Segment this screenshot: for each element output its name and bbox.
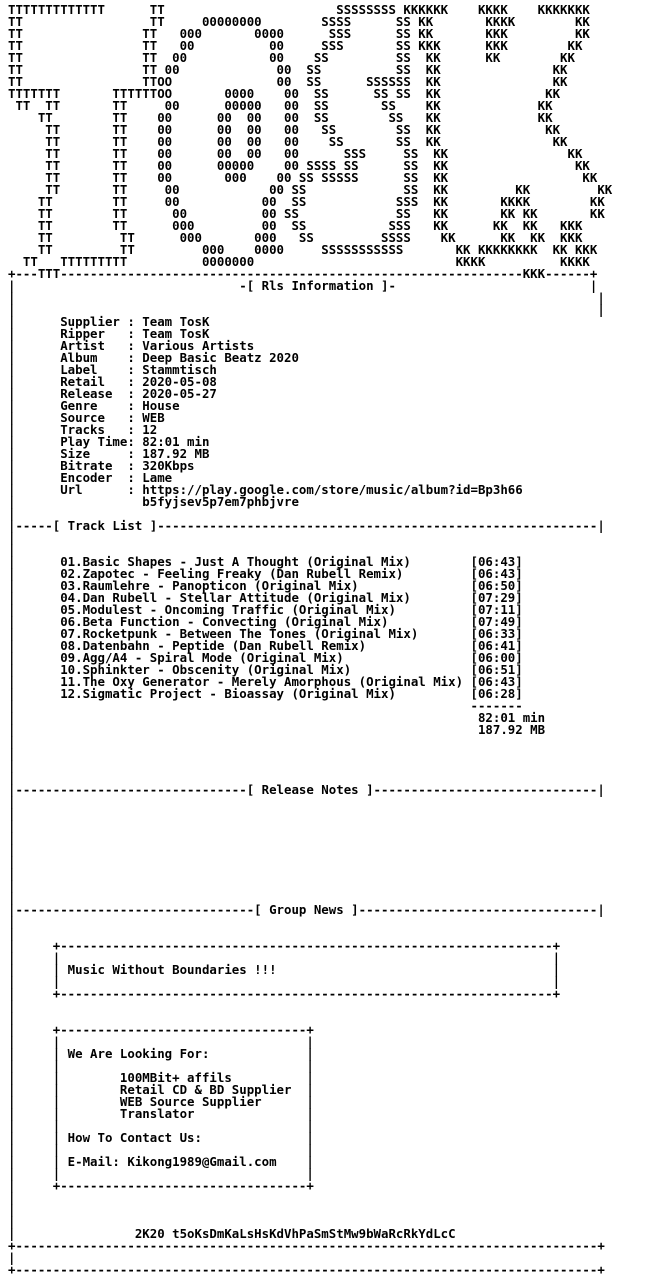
nfo-line: | | | <box>8 1034 314 1049</box>
nfo-line: | 82:01 min <box>8 710 546 725</box>
nfo-line: | 04.Dan Rubell - Stellar Attitude (Original Mix) [07:29] <box>8 590 523 605</box>
nfo-line: | | Music Without Boundaries !!! | <box>8 962 561 977</box>
nfo-line: | | We Are Looking For: | <box>8 1046 314 1061</box>
nfo-line: | 06.Beta Function - Convecting (Original Mix) [07:49] <box>8 614 523 629</box>
nfo-line: | <box>8 998 16 1013</box>
nfo-line: | | | <box>8 1058 314 1073</box>
nfo-line: | | <box>8 302 605 317</box>
nfo-line: TT TT 00 00 00 00 SSS SS KK KK <box>8 146 583 161</box>
nfo-line: TT TT 00 00 00 00 SS SS KK KK <box>8 122 561 137</box>
nfo-line: | Album : Deep Basic Beatz 2020 <box>8 350 299 365</box>
nfo-line: | Tracks : 12 <box>8 422 158 437</box>
nfo-line: | | | <box>8 1118 314 1133</box>
nfo-line: | Release : 2020-05-27 <box>8 386 217 401</box>
nfo-line: | Url : https://play.google.com/store/music/album?id=Bp3h66 <box>8 482 523 497</box>
nfo-line: TT TT 00 00 00 00 SS SS KK KK <box>8 110 553 125</box>
nfo-line: TTTTTTT TTTTTTOO 0000 00 SS SS SS KK KK <box>8 86 561 101</box>
nfo-line: TT TT TT 00 00000 00 SS SS KK KK <box>8 98 553 113</box>
nfo-line: | <box>8 1010 16 1025</box>
nfo-line: | <box>8 1214 16 1229</box>
nfo-line: | Encoder : Lame <box>8 470 173 485</box>
nfo-line: | | Retail CD & BD Supplier | <box>8 1082 314 1097</box>
nfo-line: | Genre : House <box>8 398 180 413</box>
nfo-line: | 187.92 MB <box>8 722 546 737</box>
nfo-line: | | | <box>8 974 561 989</box>
nfo-line: | <box>8 734 16 749</box>
nfo-line: TT TT 00 00 SS SS KK KK KK <box>8 50 575 65</box>
nfo-line: | 08.Datenbahn - Peptide (Dan Rubell Remix) [06:41] <box>8 638 523 653</box>
nfo-line: TT TT 000 0000 SSS SS KK KKK KK <box>8 26 590 41</box>
nfo-line: | | | <box>8 1166 314 1181</box>
nfo-line: | +---------------------------------+ <box>8 1022 314 1037</box>
nfo-line: |--------------------------------[ Group News ]--------------------------------| <box>8 902 605 917</box>
nfo-line: | <box>8 770 16 785</box>
nfo-line: | <box>8 866 16 881</box>
nfo-line: | Play Time: 82:01 min <box>8 434 210 449</box>
nfo-line: |-------------------------------[ Release Notes ]------------------------------| <box>8 782 605 797</box>
nfo-line: TT TT 000 00 SS SSS KK KK KK KKK <box>8 218 583 233</box>
nfo-line: +------------------------------------------------------------------------------+ <box>8 1262 605 1277</box>
nfo-line: TT TT 00 000 00 SS SSSSS SS KK KK <box>8 170 598 185</box>
nfo-line: | | | <box>8 1142 314 1157</box>
nfo-line: +------------------------------------------------------------------------------+ <box>8 1238 605 1253</box>
nfo-line: | 12.Sigmatic Project - Bioassay (Original Mix) [06:28] <box>8 686 523 701</box>
nfo-line: | 03.Raumlehre - Panopticon (Original Mix) [06:50] <box>8 578 523 593</box>
nfo-line: | | <box>8 290 605 305</box>
nfo-line: TTTTTTTTTTTTT TT SSSSSSSS KKKKKK KKKK KKKKKKK <box>8 2 590 17</box>
nfo-line: | Bitrate : 320Kbps <box>8 458 195 473</box>
nfo-line: | -[ Rls Information ]- | <box>8 278 598 293</box>
nfo-line: | <box>8 818 16 833</box>
nfo-line: | <box>8 506 16 521</box>
nfo-line: TT TT 00 00 00 00 SS SS KK KK <box>8 134 568 149</box>
nfo-line: TT TT 00 00 SS SS KK KK <box>8 62 568 77</box>
nfo-line: TT TT 000 0000 SSSSSSSSSSS KK KKKKKKKK KK KKK <box>8 242 598 257</box>
nfo-line: | Ripper : Team TosK <box>8 326 210 341</box>
nfo-line: | <box>8 1190 16 1205</box>
nfo-line: | <box>8 926 16 941</box>
nfo-line: TT TT 00 00 SS SS KK KK KK KK <box>8 206 605 221</box>
nfo-line: | +---------------------------------+ <box>8 1178 314 1193</box>
nfo-line: TT TTTTTTTTT 0000000 KKKK KKKK <box>8 254 590 269</box>
nfo-line: | <box>8 842 16 857</box>
nfo-line: | 2K20 t5oKsDmKaLsHsKdVhPaSmStMw9bWaRcRkYdLcC <box>8 1226 456 1241</box>
nfo-line: | +------------------------------------------------------------------+ <box>8 986 561 1001</box>
nfo-line: | +------------------------------------------------------------------+ <box>8 938 561 953</box>
nfo-line: | <box>8 1202 16 1217</box>
nfo-line: TT TTOO 00 SS SSSSSS KK KK <box>8 74 568 89</box>
nfo-line: | <box>8 794 16 809</box>
nfo-line: TT TT 00000000 SSSS SS KK KKKK KK <box>8 14 590 29</box>
nfo-line: TT TT 00 00 SSS SS KKK KKK KK <box>8 38 583 53</box>
nfo-line: | 05.Modulest - Oncoming Traffic (Original Mix) [07:11] <box>8 602 523 617</box>
nfo-line: | | | <box>8 950 561 965</box>
nfo-line: | <box>8 806 16 821</box>
nfo-line: | b5fyjsev5p7em7phbjvre <box>8 494 299 509</box>
nfo-line: | | WEB Source Supplier | <box>8 1094 314 1109</box>
nfo-line: | | How To Contact Us: | <box>8 1130 314 1145</box>
nfo-line: |-----[ Track List ]-----------------------------------------------------------| <box>8 518 605 533</box>
nfo-line: | Size : 187.92 MB <box>8 446 210 461</box>
nfo-line: TT TT 00 00 SS SS KK KK KK <box>8 182 613 197</box>
nfo-line: | 07.Rocketpunk - Between The Tones (Original Mix) [06:33] <box>8 626 523 641</box>
nfo-line: | 11.The Oxy Generator - Merely Amorphous (Original Mix) [06:43] <box>8 674 523 689</box>
nfo-line: | Source : WEB <box>8 410 165 425</box>
nfo-line: | Supplier : Team TosK <box>8 314 210 329</box>
nfo-line: +---TTT--------------------------------------------------------------KKK------+ <box>8 266 598 281</box>
nfo-line: | Retail : 2020-05-08 <box>8 374 217 389</box>
nfo-line: | Label : Stammtisch <box>8 362 217 377</box>
nfo-line: | <box>8 1250 16 1265</box>
nfo-line: | <box>8 878 16 893</box>
nfo-line: | 09.Agg/A4 - Spiral Mode (Original Mix) [06:00] <box>8 650 523 665</box>
nfo-line: | | Translator | <box>8 1106 314 1121</box>
nfo-line: | <box>8 914 16 929</box>
nfo-line: | | E-Mail: Kikong1989@Gmail.com | <box>8 1154 314 1169</box>
nfo-line: | <box>8 746 16 761</box>
nfo-line: | <box>8 830 16 845</box>
nfo-line: | <box>8 530 16 545</box>
nfo-line: TT TT 00 00 SS SSS KK KKKK KK <box>8 194 605 209</box>
nfo-line: | 01.Basic Shapes - Just A Thought (Original Mix) [06:43] <box>8 554 523 569</box>
nfo-line: | <box>8 758 16 773</box>
nfo-line: TT TT 000 000 SS SSSS KK KK KK KKK <box>8 230 583 245</box>
nfo-line: TT TT 00 00000 00 SSSS SS SS KK KK <box>8 158 590 173</box>
nfo-line: | | 100MBit+ affils | <box>8 1070 314 1085</box>
nfo-line: | <box>8 890 16 905</box>
nfo-line: | <box>8 542 16 557</box>
nfo-line: | <box>8 854 16 869</box>
nfo-line: | 10.Sphinkter - Obscenity (Original Mix) [06:51] <box>8 662 523 677</box>
nfo-line: | ------- <box>8 698 523 713</box>
nfo-line: | 02.Zapotec - Feeling Freaky (Dan Rubell Remix) [06:43] <box>8 566 523 581</box>
nfo-line: | Artist : Various Artists <box>8 338 255 353</box>
